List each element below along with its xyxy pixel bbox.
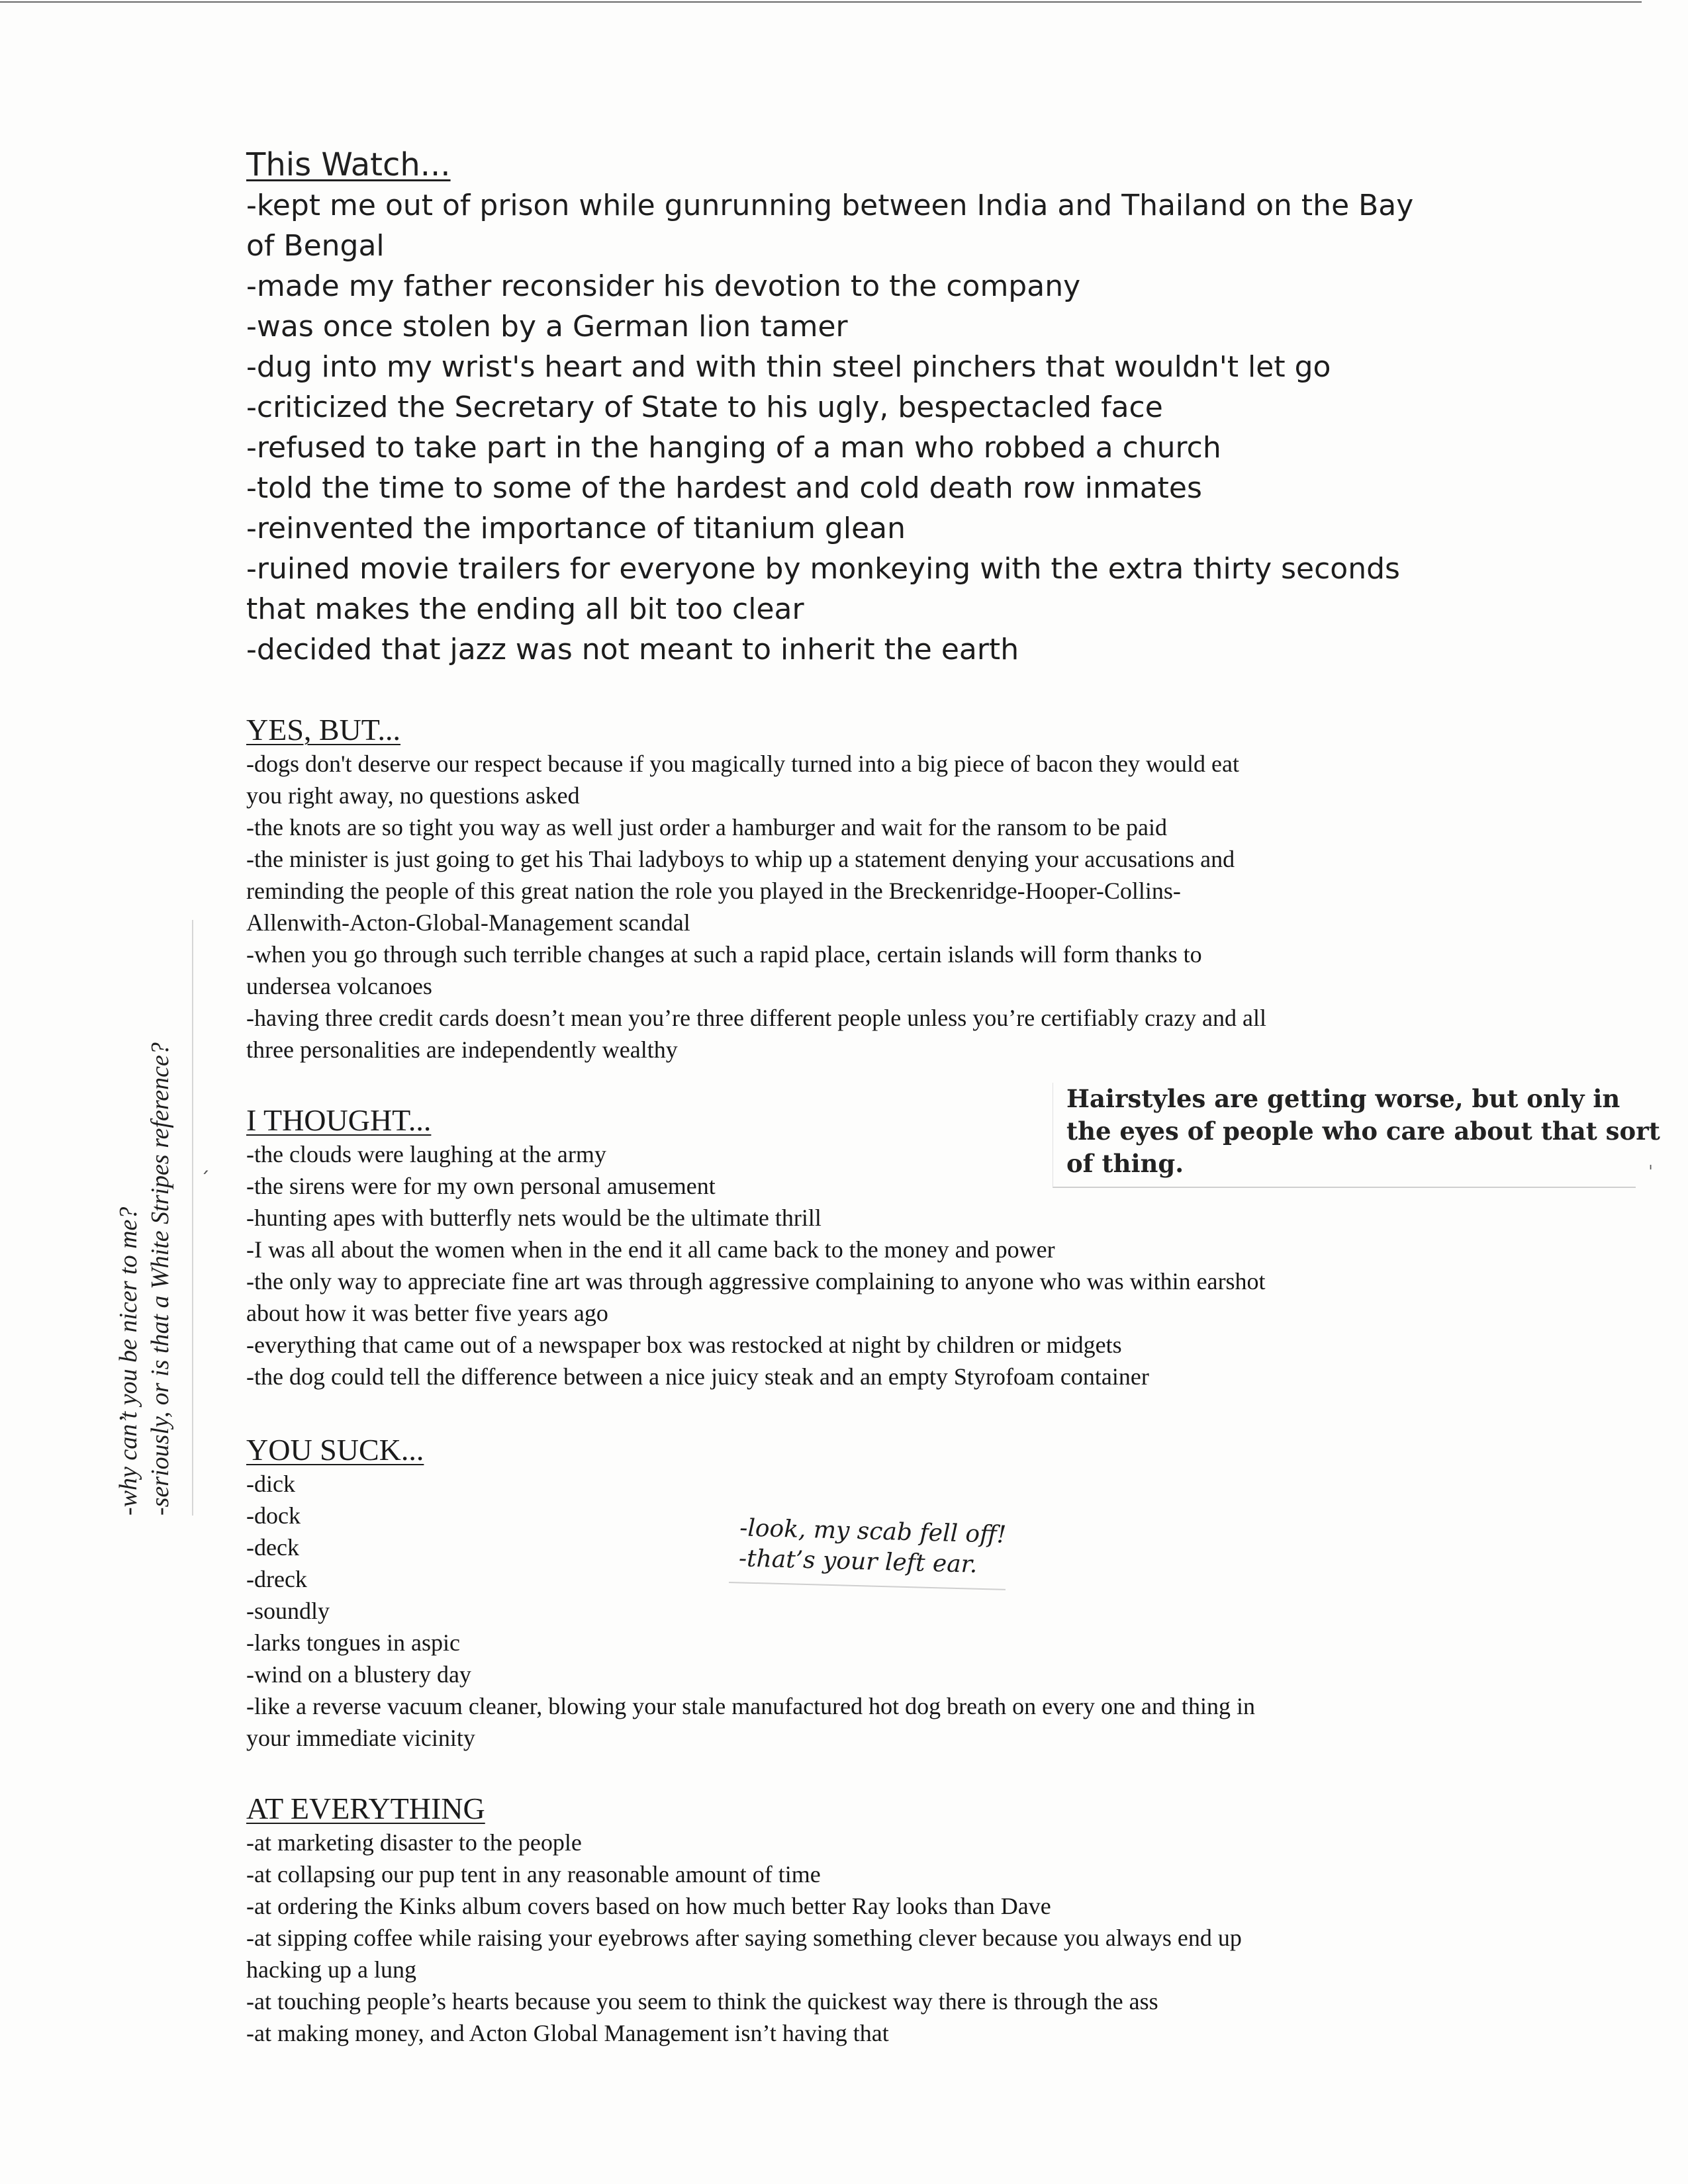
text-line: -the only way to appreciate fine art was through aggressive complaining to anyone who was within earshot <box>246 1268 1266 1295</box>
text-line: -kept me out of prison while gunrunning between India and Thailand on the Bay <box>246 189 1414 222</box>
text-line: -dick <box>246 1471 295 1497</box>
text-line: -dreck <box>246 1566 307 1592</box>
clipping-scab <box>729 1509 1008 1590</box>
text-line: -refused to take part in the hanging of a man who robbed a church <box>246 431 1221 465</box>
text-line: -the minister is just going to get his Thai ladyboys to whip up a statement denying your accusations and <box>246 846 1235 872</box>
text-line: -the dog could tell the difference between a nice juicy steak and an empty Styrofoam container <box>246 1363 1149 1390</box>
clipping-line: Hairstyles are getting worse, but only in <box>1066 1084 1620 1113</box>
clipping-line: the eyes of people who care about that sort <box>1066 1116 1660 1146</box>
section-heading: This Watch... <box>246 146 451 183</box>
text-line: that makes the ending all bit too clear <box>246 592 804 626</box>
clipping-line: -why can’t you be nicer to me? <box>115 1206 142 1516</box>
text-line: three personalities are independently wealthy <box>246 1036 678 1063</box>
text-line: -the clouds were laughing at the army <box>246 1141 606 1167</box>
text-line: undersea volcanoes <box>246 973 432 999</box>
text-line: your immediate vicinity <box>246 1725 475 1751</box>
clipping-line: -look, my scab fell off! <box>739 1514 1007 1549</box>
clipping-line: -seriously, or is that a White Stripes reference? <box>146 1042 174 1516</box>
text-line: -soundly <box>246 1598 330 1624</box>
text-line: about how it was better five years ago <box>246 1300 608 1326</box>
section-at-everything <box>246 1791 1242 2049</box>
text-line: -at making money, and Acton Global Management isn’t having that <box>246 2020 889 2046</box>
clipping-line: -that’s your left ear. <box>738 1545 978 1578</box>
text-line: -at ordering the Kinks album covers based on how much better Ray looks than Dave <box>246 1893 1051 1919</box>
text-line: -the knots are so tight you way as well just order a hamburger and wait for the ransom to be paid <box>246 814 1167 841</box>
text-line: of Bengal <box>246 229 385 263</box>
section-heading: YOU SUCK... <box>246 1433 424 1467</box>
text-line: reminding the people of this great nation the role you played in the Breckenridge-Hooper-Collins- <box>246 878 1181 904</box>
section-heading: AT EVERYTHING <box>246 1792 485 1825</box>
section-lines <box>246 1827 1242 2049</box>
text-line: -dock <box>246 1502 301 1529</box>
text-line: -when you go through such terrible changes at such a rapid place, certain islands will form thanks to <box>246 941 1202 968</box>
text-line: -larks tongues in aspic <box>246 1629 460 1656</box>
text-line: -I was all about the women when in the end it all came back to the money and power <box>246 1236 1055 1263</box>
text-line: -criticized the Secretary of State to his ugly, bespectacled face <box>246 390 1163 424</box>
text-line: hacking up a lung <box>246 1956 416 1983</box>
clipping-line: of thing. <box>1066 1149 1184 1178</box>
text-line: -ruined movie trailers for everyone by monkeying with the extra thirty seconds <box>246 552 1400 586</box>
section-lines <box>246 185 1413 670</box>
section-this-watch <box>246 144 1413 670</box>
section-heading: YES, BUT... <box>246 713 400 747</box>
text-line: -wind on a blustery day <box>246 1661 471 1688</box>
text-line: -having three credit cards doesn’t mean you’re three different people unless you’re certifiably crazy and all <box>246 1005 1267 1031</box>
text-line: -at collapsing our pup tent in any reasonable amount of time <box>246 1861 821 1888</box>
text-line: -at touching people’s hearts because you seem to think the quickest way there is through the ass <box>246 1988 1158 2015</box>
text-line: -dug into my wrist's heart and with thin steel pinchers that wouldn't let go <box>246 350 1331 384</box>
clipping-sideways <box>113 920 193 1516</box>
text-line: -made my father reconsider his devotion to the company <box>246 269 1081 303</box>
text-line: you right away, no questions asked <box>246 782 580 809</box>
text-line: -decided that jazz was not meant to inherit the earth <box>246 633 1019 666</box>
text-line: -reinvented the importance of titanium glean <box>246 512 906 545</box>
text-line: -dogs don't deserve our respect because if you magically turned into a big piece of bacon they would eat <box>246 751 1239 777</box>
text-line: -deck <box>246 1534 299 1561</box>
text-line: -everything that came out of a newspaper box was restocked at night by children or midgets <box>246 1332 1122 1358</box>
scan-top-edge <box>0 1 1642 3</box>
text-line: -hunting apes with butterfly nets would be the ultimate thrill <box>246 1205 821 1231</box>
text-line: -was once stolen by a German lion tamer <box>246 310 848 343</box>
section-heading: I THOUGHT... <box>246 1103 432 1137</box>
clipping-hairstyles <box>1053 1083 1660 1188</box>
section-lines <box>246 748 1266 1066</box>
scan-speck: ˌ <box>1648 1152 1654 1171</box>
section-you-suck <box>246 1432 1255 1754</box>
scan-speck: ˏ <box>200 1152 210 1175</box>
section-yes-but <box>246 712 1266 1066</box>
text-line: Allenwith-Acton-Global-Management scandal <box>246 909 690 936</box>
text-line: -like a reverse vacuum cleaner, blowing your stale manufactured hot dog breath on every one and thing in <box>246 1693 1256 1719</box>
text-line: -at marketing disaster to the people <box>246 1829 582 1856</box>
text-line: -at sipping coffee while raising your eyebrows after saying something clever because you always end up <box>246 1925 1242 1951</box>
text-line: -told the time to some of the hardest and cold death row inmates <box>246 471 1202 505</box>
text-line: -the sirens were for my own personal amusement <box>246 1173 716 1199</box>
